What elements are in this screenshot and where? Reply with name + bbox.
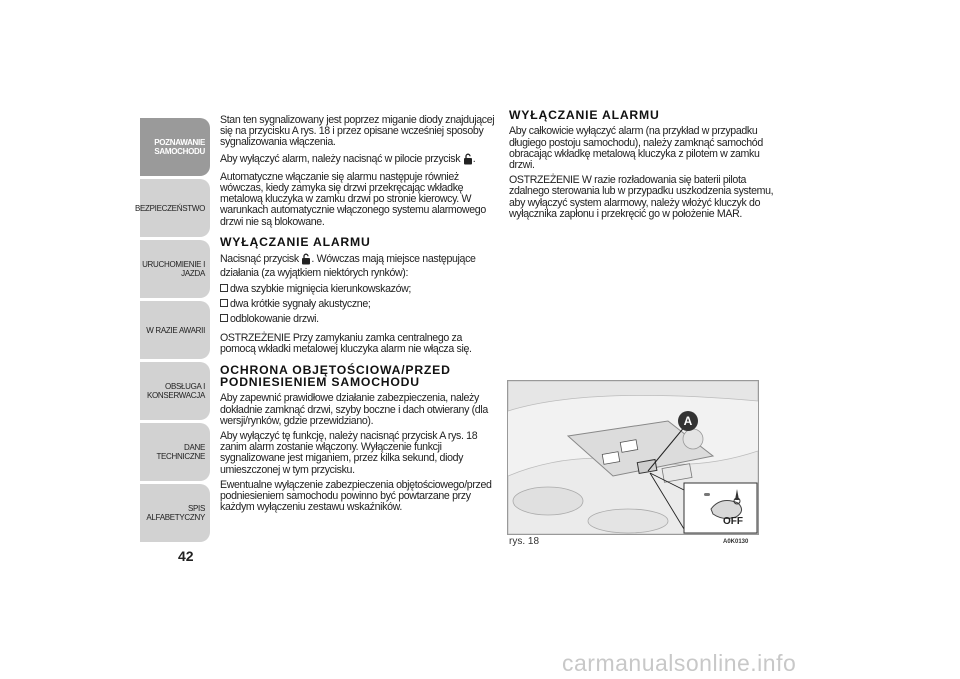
figure-code: A0K0130 — [723, 539, 749, 545]
tab-dane-techniczne[interactable] — [140, 423, 210, 481]
section-heading: OCHRONA OBJĘTOŚCIOWA/PRZED PODNIESIENIEM SAMOCHODU — [220, 362, 451, 390]
page-number: 42 — [178, 548, 194, 564]
list-item-text: dwa szybkie mignięcia kierunkowskazów; — [230, 282, 411, 295]
paragraph-text: Nacisnąć przycisk — [220, 253, 299, 266]
tab-label: OBSŁUGA I KONSERWACJA — [146, 382, 205, 400]
tab-label: BEZPIECZEŃSTWO — [134, 203, 205, 213]
warning-paragraph: OSTRZEŻENIE W razie rozładowania się baterii pilota zdalnego sterowania lub w przypadku uszkodzenia systemu, aby wyłączyć system alarmowy, należy włożyć kluczyk do wyłącznika zapłonu i przekręcić go w położenie MAR. — [509, 174, 774, 220]
tab-label: POZNAWANIE SAMOCHODU — [154, 138, 205, 156]
section-heading: WYŁĄCZANIE ALARMU — [220, 234, 371, 249]
left-column — [220, 115, 496, 518]
tab-label: URUCHOMIENIE I JAZDA — [142, 260, 205, 278]
paragraph-text: . — [472, 152, 476, 165]
bullet-icon — [220, 299, 228, 307]
bullet-icon — [220, 314, 228, 322]
tab-label: SPIS ALFABETYCZNY — [146, 504, 205, 522]
paragraph — [220, 153, 496, 168]
list-item — [220, 314, 496, 325]
tab-label: W RAZIE AWARII — [146, 325, 205, 335]
section-heading: WYŁĄCZANIE ALARMU — [509, 108, 660, 122]
unlock-icon — [463, 153, 473, 168]
figure-dome-light-illustration — [507, 380, 759, 535]
off-label: OFF — [723, 516, 743, 527]
list-item — [220, 284, 496, 295]
unlock-icon — [301, 253, 311, 268]
paragraph: Aby wyłączyć tę funkcję, należy nacisnąć przycisk A rys. 18 zanim alarm zostanie włączony. Wyłączenie funkcji sygnalizowane jest miganiem, przez kilka sekund, diody umieszczonej w tym przycisku. — [220, 430, 478, 476]
warning-paragraph: OSTRZEŻENIE Przy zamykaniu zamka centralnego za pomocą wkładki metalowej kluczyka alarm nie włącza się. — [220, 332, 472, 356]
paragraph-text: Aby wyłączyć alarm, należy nacisnąć w pilocie przycisk — [220, 152, 461, 165]
figure-drawing — [508, 381, 758, 534]
bullet-icon — [220, 284, 228, 292]
paragraph: Aby całkowicie wyłączyć alarm (na przykład w przypadku długiego postoju samochodu), należy zamknąć samochód obracając wkładkę metalową kluczyka z pilotem w zamku drzwi. — [509, 125, 763, 172]
tab-w-razie-awarii[interactable] — [140, 301, 210, 359]
watermark: carmanualsonline.info — [562, 650, 797, 676]
paragraph: Aby zapewnić prawidłowe działanie zabezpieczenia, należy dokładnie zamknąć drzwi, szyby boczne i dach otwierany (dla wersji/rynków, gdzie przewidziano). — [220, 392, 488, 427]
list-item-text: odblokowanie drzwi. — [230, 313, 319, 326]
callout-label: A — [678, 411, 698, 431]
tab-spis-alfabetyczny[interactable] — [140, 484, 210, 542]
right-column — [509, 109, 781, 224]
tab-obsluga-i-konserwacja[interactable] — [140, 362, 210, 420]
tab-poznawanie-samochodu[interactable] — [140, 118, 210, 176]
paragraph: Stan ten sygnalizowany jest poprzez miganie diody znajdującej się na przycisku A rys. 18 i przez opisane wcześniej sposoby sygnalizowania włączenia. — [220, 114, 495, 149]
paragraph: Automatyczne włączanie się alarmu następuje również wówczas, kiedy zamyka się drzwi przekręcając wkładkę metalową kluczyka w zamku drzwi po stronie kierowcy. W warunkach automatycznie włączonego systemu alarmowego drzwi nie są blokowane. — [220, 170, 486, 228]
figure-caption: rys. 18 — [509, 536, 540, 547]
paragraph: Ewentualne wyłączenie zabezpieczenia objętościowego/przed podniesieniem samochodu powinno być powtarzane przy każdym wyłączeniu zestawu wskaźników. — [220, 478, 492, 514]
list-item — [220, 299, 496, 310]
tab-uruchomienie-i-jazda[interactable] — [140, 240, 210, 298]
paragraph — [220, 253, 496, 279]
tab-label: DANE TECHNICZNE — [156, 443, 205, 461]
list-item-text: dwa krótkie sygnały akustyczne; — [230, 297, 371, 310]
chapter-sidebar — [134, 118, 210, 545]
tab-bezpieczenstwo[interactable] — [134, 179, 210, 237]
paragraph-text: . Wówczas mają miejsce następujące działania (za wyjątkiem niektórych rynków): — [220, 253, 476, 280]
